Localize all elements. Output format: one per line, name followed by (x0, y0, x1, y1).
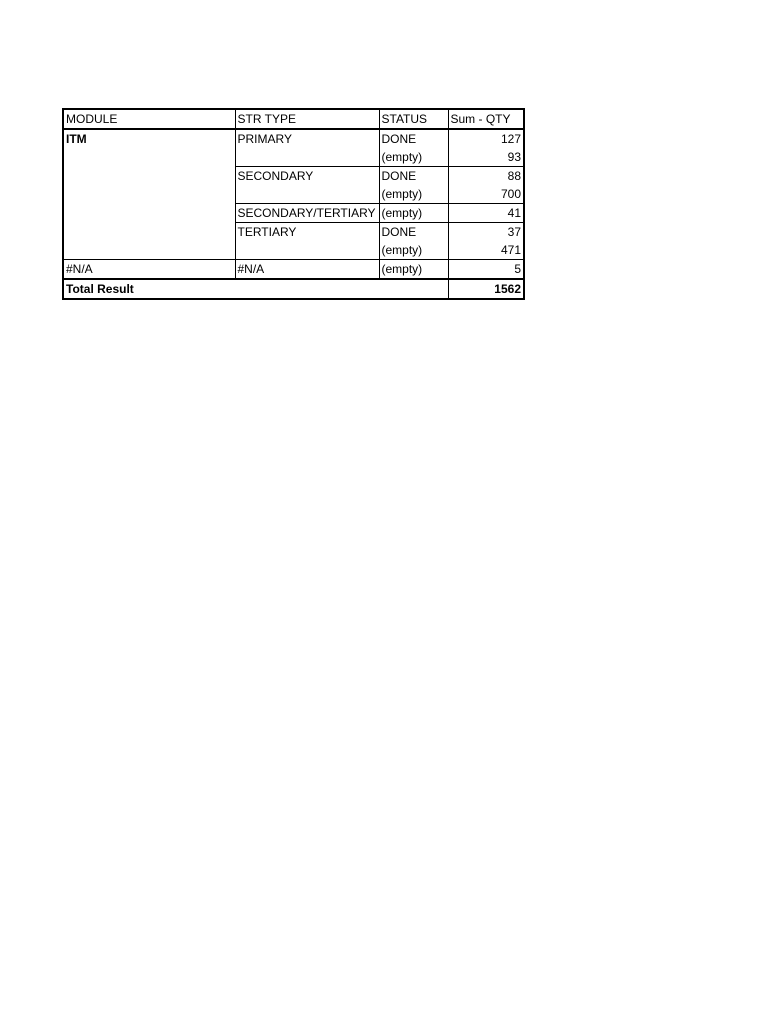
qty-cell: 93 (448, 148, 524, 167)
str-type-cell: SECONDARY/TERTIARY (235, 204, 379, 223)
str-type-cell: TERTIARY (235, 223, 379, 260)
total-qty: 1562 (448, 279, 524, 299)
header-row (63, 109, 524, 129)
header-module: MODULE (63, 109, 235, 129)
module-cell: #N/A (63, 260, 235, 280)
qty-cell: 471 (448, 241, 524, 260)
total-label: Total Result (63, 279, 448, 299)
header-str-type: STR TYPE (235, 109, 379, 129)
status-cell: DONE (379, 167, 448, 186)
status-cell: DONE (379, 223, 448, 242)
header-status: STATUS (379, 109, 448, 129)
status-cell: (empty) (379, 204, 448, 223)
str-type-cell: SECONDARY (235, 167, 379, 204)
str-type-cell: #N/A (235, 260, 379, 280)
status-cell: (empty) (379, 185, 448, 204)
module-cell: ITM (63, 129, 235, 260)
status-cell: (empty) (379, 148, 448, 167)
qty-cell: 88 (448, 167, 524, 186)
header-sum-qty: Sum - QTY (448, 109, 524, 129)
qty-cell: 5 (448, 260, 524, 280)
qty-cell: 37 (448, 223, 524, 242)
table-row (63, 129, 524, 148)
table-row (63, 260, 524, 280)
pivot-table (62, 108, 525, 300)
total-row (63, 279, 524, 299)
status-cell: DONE (379, 129, 448, 148)
qty-cell: 127 (448, 129, 524, 148)
status-cell: (empty) (379, 260, 448, 280)
status-cell: (empty) (379, 241, 448, 260)
str-type-cell: PRIMARY (235, 129, 379, 167)
qty-cell: 41 (448, 204, 524, 223)
qty-cell: 700 (448, 185, 524, 204)
